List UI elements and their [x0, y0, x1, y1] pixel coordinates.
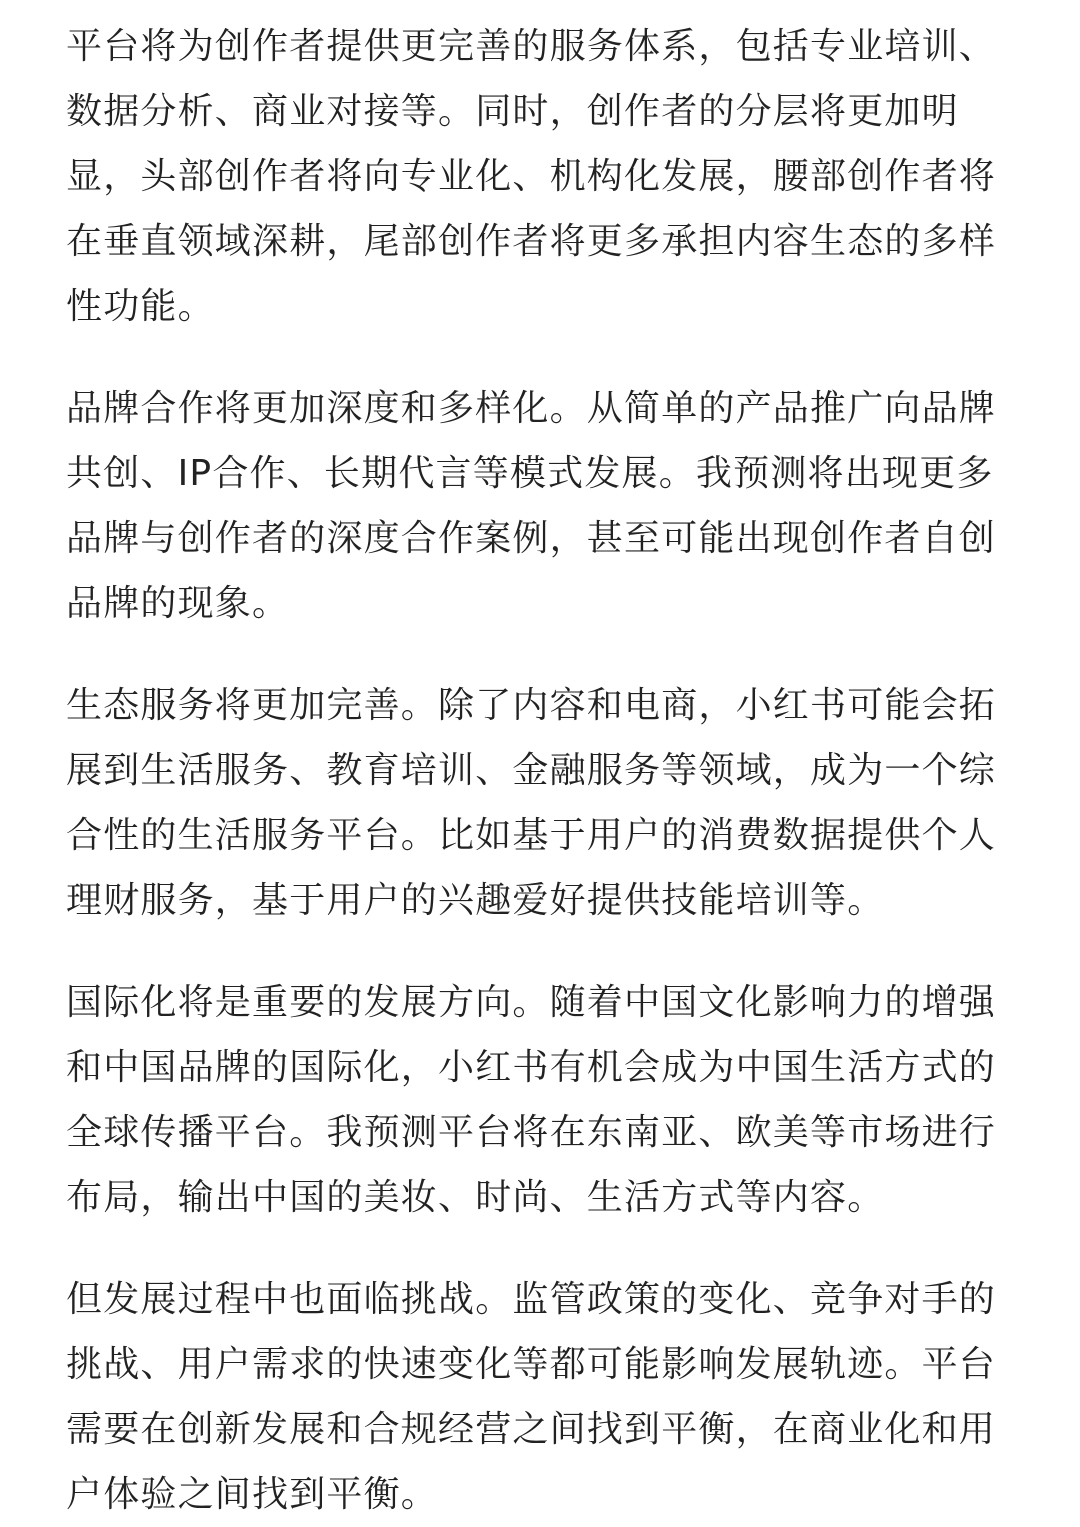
paragraph-creator-services: 平台将为创作者提供更完善的服务体系，包括专业培训、数据分析、商业对接等。同时，创作者的分层将更加明显，头部创作者将向专业化、机构化发展，腰部创作者将在垂直领域深耕，尾部创作者将更多承担内容生态的多样性功能。 — [66, 26, 997, 327]
paragraph-challenges: 但发展过程中也面临挑战。监管政策的变化、竞争对手的挑战、用户需求的快速变化等都可能影响发展轨迹。平台需要在创新发展和合规经营之间找到平衡，在商业化和用户体验之间找到平衡。 — [66, 1279, 997, 1515]
paragraph-ecosystem-services: 生态服务将更加完善。除了内容和电商，小红书可能会拓展到生活服务、教育培训、金融服务等领域，成为一个综合性的生活服务平台。比如基于用户的消费数据提供个人理财服务，基于用户的兴趣爱好提供技能培训等。 — [66, 685, 997, 921]
paragraph-internationalization: 国际化将是重要的发展方向。随着中国文化影响力的增强和中国品牌的国际化，小红书有机会成为中国生活方式的全球传播平台。我预测平台将在东南亚、欧美等市场进行布局，输出中国的美妆、时尚、生活方式等内容。 — [66, 982, 997, 1218]
paragraph-brand-cooperation: 品牌合作将更加深度和多样化。从简单的产品推广向品牌共创、IP合作、长期代言等模式发展。我预测将出现更多品牌与创作者的深度合作案例，甚至可能出现创作者自创品牌的现象。 — [66, 388, 997, 624]
